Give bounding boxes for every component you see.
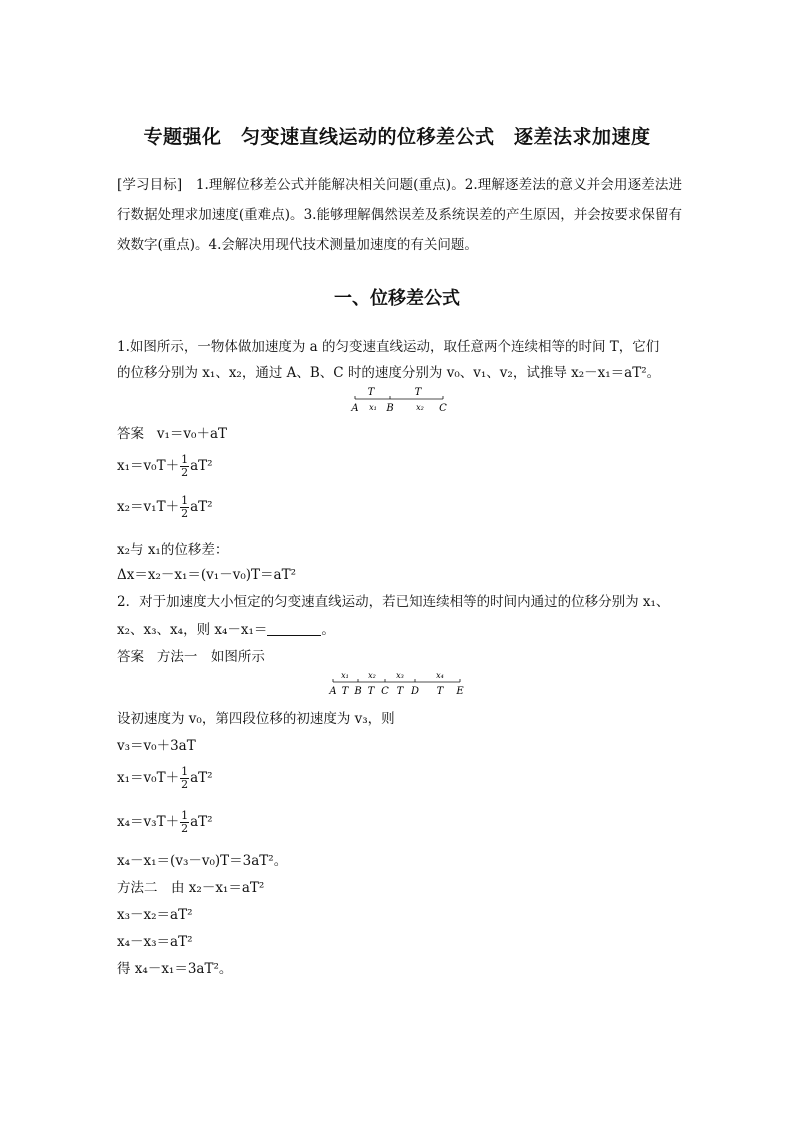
q1-delta-line: Δx＝x₂－x₁＝(v₁－v₀)T＝aT² <box>117 567 296 583</box>
section-heading: 一、位移差公式 <box>334 288 460 309</box>
q2-fig-x1: x₁ <box>341 671 349 680</box>
q1-fig-t1: T <box>367 387 375 398</box>
q1-eq3-tail: aT² <box>190 499 213 515</box>
q2-fig-b: B <box>354 686 362 697</box>
q1-line2: 的位移分别为 x₁、x₂，通过 A、B、C 时的速度分别为 v₀、v₁、v₂，试推导 x₂－x₁＝aT²。 <box>117 365 661 381</box>
frac-num: 1 <box>181 765 189 778</box>
q1-fig-x2: x₂ <box>416 403 424 412</box>
q1-answer-label: 答案 <box>117 426 144 442</box>
frac-den: 2 <box>181 778 189 791</box>
q1-fig-x1: x₁ <box>369 403 377 412</box>
frac-den: 2 <box>181 507 189 520</box>
q2-line2-pre: x₂、x₃、x₄，则 x₄－x₁＝ <box>117 622 268 638</box>
q2-l7: x₄－x₃＝aT² <box>117 934 193 950</box>
q2-l8: 得 x₄－x₁＝3aT²。 <box>117 961 233 977</box>
q2-l3-tail: aT² <box>190 770 213 786</box>
q2-fig-d: D <box>410 686 420 697</box>
q2-method2: 方法二 由 x₂－x₁＝aT² <box>117 880 265 896</box>
q2-l3 <box>117 766 213 791</box>
q2-l2: v₃＝v₀＋3aT <box>117 738 196 754</box>
frac-num: 1 <box>181 494 189 507</box>
q1-fig-c: C <box>439 403 447 414</box>
q1-fig-b: B <box>386 403 394 414</box>
fraction <box>180 495 189 520</box>
q1-eq1: v₁＝v₀＋aT <box>156 426 228 442</box>
q2-fig-x2: x₂ <box>368 671 376 680</box>
frac-num: 1 <box>181 453 189 466</box>
q1-eq2-tail: aT² <box>190 458 213 474</box>
q2-fig-e: E <box>456 686 464 697</box>
q2-figure <box>325 668 475 700</box>
answer-blank <box>267 623 321 636</box>
q1-fig-t2: T <box>414 387 422 398</box>
q2-l4-left: x₄＝v₃T＋ <box>117 814 180 830</box>
fraction <box>180 454 189 479</box>
q1-diff-line: x₂与 x₁的位移差： <box>117 542 229 558</box>
q1-figure <box>345 384 455 416</box>
q1-line1: 1.如图所示，一物体做加速度为 a 的匀变速直线运动，取任意两个连续相等的时间 T，它们 <box>117 339 660 355</box>
q2-fig-t4: T <box>436 686 444 697</box>
q2-fig-a: A <box>329 686 337 697</box>
fraction <box>180 810 189 835</box>
q2-line2-post: 。 <box>321 622 335 638</box>
q1-eq2 <box>117 454 213 479</box>
q1-fig-a: A <box>351 403 359 414</box>
q2-l5: x₄－x₁＝(v₃－v₀)T＝3aT²。 <box>117 853 288 869</box>
q2-l4 <box>117 810 213 835</box>
learning-goals-label: [学习目标] <box>117 177 183 193</box>
q2-fig-t3: T <box>396 686 404 697</box>
q2-answer <box>117 645 265 665</box>
q2-l4-tail: aT² <box>190 814 213 830</box>
learning-goals-text: 1.理解位移差公式并能解决相关问题(重点)。2.理解逐差法的意义并会用逐差法进行数据处理求加速度(重难点)。3.能够理解偶然误差及系统误差的产生原因，并会按要求保留有效数字(重点)。4.会解决用现代技术测量加速度的有关问题。 <box>117 177 682 253</box>
q2-answer-label: 答案 <box>117 649 144 665</box>
q2-line2 <box>117 618 335 638</box>
q2-fig-t2: T <box>367 686 375 697</box>
fraction <box>180 766 189 791</box>
learning-goals <box>117 170 682 260</box>
page-title: 专题强化 匀变速直线运动的位移差公式 逐差法求加速度 <box>143 126 651 148</box>
q1-eq2-left: x₁＝v₀T＋ <box>117 458 180 474</box>
frac-den: 2 <box>181 822 189 835</box>
q2-fig-t1: T <box>341 686 349 697</box>
q1-eq3 <box>117 495 213 520</box>
frac-den: 2 <box>181 466 189 479</box>
frac-num: 1 <box>181 809 189 822</box>
q2-l1: 设初速度为 v₀，第四段位移的初速度为 v₃，则 <box>117 711 395 727</box>
q1-answer <box>117 422 227 442</box>
q1-eq3-left: x₂＝v₁T＋ <box>117 499 180 515</box>
q2-line1: 2．对于加速度大小恒定的匀变速直线运动，若已知连续相等的时间内通过的位移分别为 x₁、 <box>117 594 670 610</box>
q2-l3-left: x₁＝v₀T＋ <box>117 770 180 786</box>
q2-fig-x3: x₃ <box>396 671 404 680</box>
q2-fig-x4: x₄ <box>436 671 444 680</box>
q2-l6: x₃－x₂＝aT² <box>117 907 193 923</box>
q2-fig-c: C <box>381 686 389 697</box>
q2-method1: 方法一 如图所示 <box>156 649 265 665</box>
